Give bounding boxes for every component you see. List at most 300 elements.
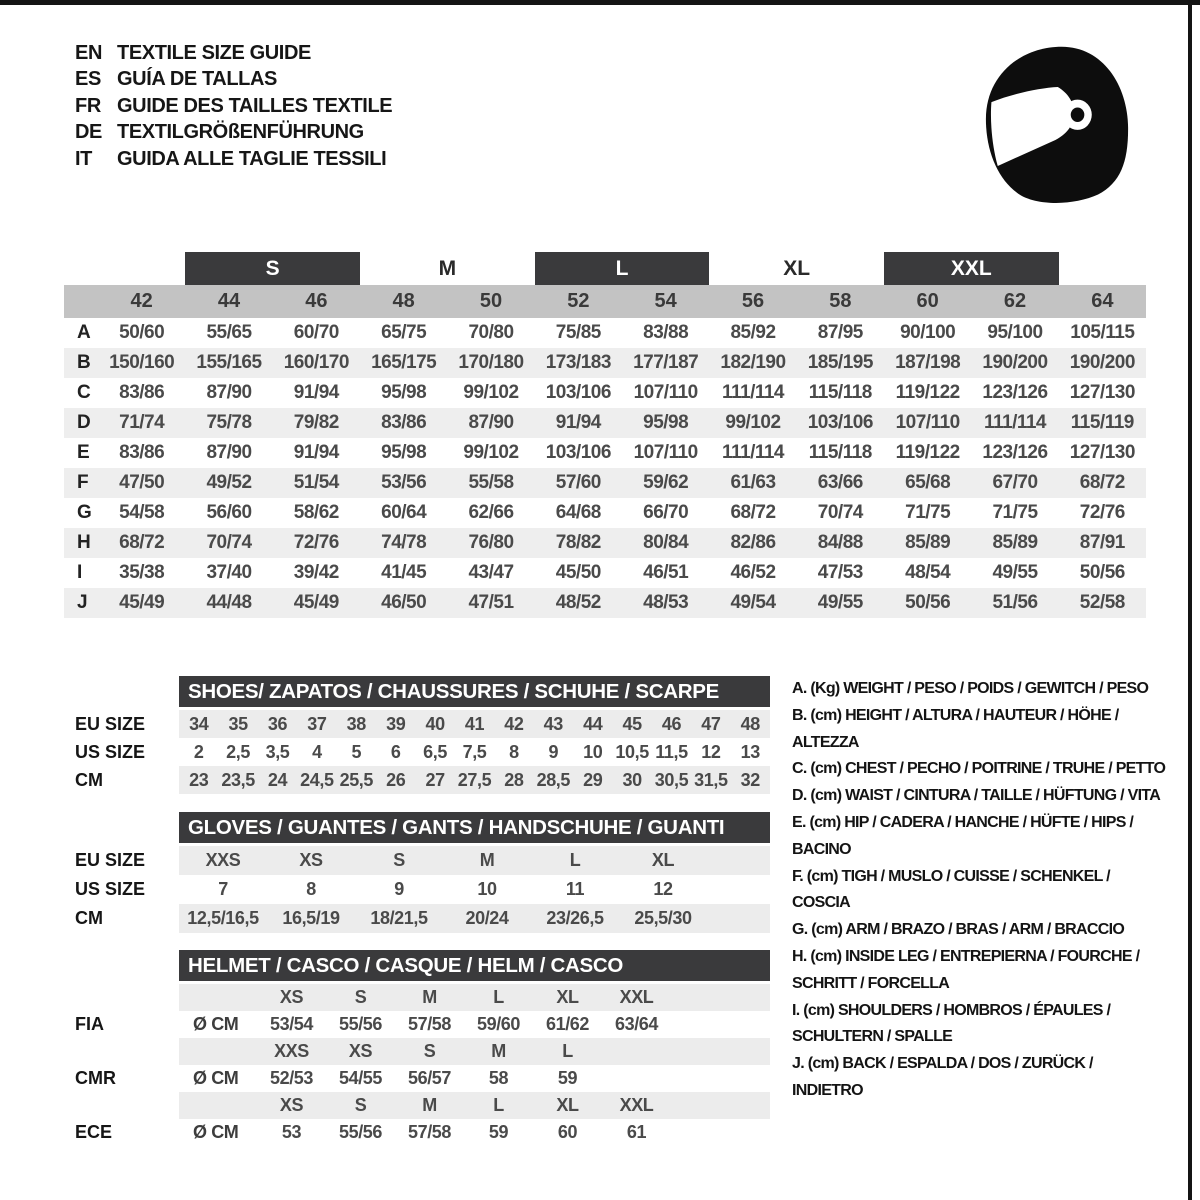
size-value: 23 bbox=[189, 769, 209, 790]
measurement-value: 74/78 bbox=[381, 532, 427, 553]
measurement-value: 53/56 bbox=[381, 472, 427, 493]
diameter-unit: Ø CM bbox=[193, 1068, 239, 1088]
row-label: J bbox=[77, 592, 88, 613]
measurement-value: 55/65 bbox=[206, 322, 252, 343]
measurement-value: 72/76 bbox=[1079, 502, 1125, 523]
measurement-value: 49/55 bbox=[817, 592, 863, 613]
helmet-value bbox=[602, 1065, 671, 1092]
size-value: 34 bbox=[189, 713, 209, 734]
measurement-value: 45/49 bbox=[293, 592, 339, 613]
numeric-size: 46 bbox=[305, 290, 328, 312]
size-value: 6,5 bbox=[423, 741, 447, 762]
size-value: 27,5 bbox=[457, 769, 492, 790]
size-value: 13 bbox=[740, 741, 760, 762]
row-label: US SIZE bbox=[75, 879, 146, 899]
gloves-row-us-size bbox=[64, 875, 770, 904]
numeric-size: 60 bbox=[916, 290, 939, 312]
legend-item: G. (cm) ARM / BRAZO / BRAS / ARM / BRACCIO bbox=[792, 921, 1125, 939]
measurement-value: 123/126 bbox=[982, 442, 1048, 463]
measurement-value: 43/47 bbox=[468, 562, 514, 583]
row-label: A bbox=[77, 322, 91, 343]
helmet-size-header-fia bbox=[64, 984, 770, 1011]
helmet-size: S bbox=[354, 987, 367, 1007]
measurement-row-i bbox=[64, 558, 1146, 588]
row-values bbox=[179, 846, 770, 875]
size-value: L bbox=[569, 850, 581, 870]
row-label: CM bbox=[75, 908, 103, 928]
measurement-value: 111/114 bbox=[721, 382, 785, 403]
numeric-size-spacer bbox=[64, 285, 98, 318]
measurement-row-e bbox=[64, 438, 1146, 468]
size-value: 27 bbox=[425, 769, 445, 790]
diameter-unit: Ø CM bbox=[193, 1014, 239, 1034]
row-label: F bbox=[77, 472, 89, 493]
helmet-value: 53 bbox=[281, 1122, 302, 1142]
helmet-size: L bbox=[562, 1041, 573, 1061]
standard-label: FIA bbox=[75, 1014, 104, 1034]
measurement-value: 185/195 bbox=[807, 352, 873, 373]
measurement-value: 83/86 bbox=[381, 412, 427, 433]
helmet-standard-ece bbox=[64, 1119, 770, 1146]
measurement-value: 50/56 bbox=[905, 592, 951, 613]
legend-item: J. (cm) BACK / ESPALDA / DOS / ZURÜCK / INDIETRO bbox=[792, 1055, 1093, 1099]
size-group-header-row bbox=[64, 252, 1146, 285]
size-value: 31,5 bbox=[694, 769, 728, 790]
unit-spacer bbox=[179, 1038, 257, 1065]
measurement-value: 49/54 bbox=[730, 592, 776, 613]
shoes-row-us-size bbox=[64, 738, 770, 766]
row-label: D bbox=[77, 412, 91, 433]
language-title: GUÍA DE TALLAS bbox=[117, 68, 277, 91]
measurement-value: 115/118 bbox=[808, 382, 872, 403]
helmet-size: XXS bbox=[274, 1041, 309, 1061]
measurement-value: 107/110 bbox=[633, 382, 698, 403]
measurement-value: 48/52 bbox=[555, 592, 601, 613]
helmet-value: 60 bbox=[557, 1122, 578, 1142]
measurement-value: 75/78 bbox=[206, 412, 252, 433]
measurement-value: 99/102 bbox=[725, 412, 781, 433]
measurement-value: 99/102 bbox=[463, 442, 519, 463]
language-code: ES bbox=[75, 68, 101, 91]
language-code: IT bbox=[75, 147, 92, 170]
measurement-value: 107/110 bbox=[633, 442, 698, 463]
numeric-size: 50 bbox=[479, 290, 503, 312]
measurement-value: 111/114 bbox=[721, 442, 785, 463]
gloves-section-title: GLOVES / GUANTES / GANTS / HANDSCHUHE / GUANTI bbox=[179, 812, 770, 843]
size-value: XL bbox=[651, 850, 675, 870]
measurement-value: 45/49 bbox=[119, 592, 165, 613]
measurement-value: 79/82 bbox=[293, 412, 339, 433]
measurement-value: 49/52 bbox=[206, 472, 252, 493]
size-value: 6 bbox=[390, 741, 401, 762]
shoes-size-section bbox=[64, 676, 770, 794]
size-value: 9 bbox=[548, 741, 559, 762]
row-values bbox=[179, 738, 770, 766]
measurement-value: 115/119 bbox=[1070, 412, 1134, 433]
size-value: 23/26,5 bbox=[546, 908, 604, 928]
row-label: B bbox=[77, 352, 91, 373]
measurement-value: 160/170 bbox=[283, 352, 349, 373]
helmet-size-header-cmr bbox=[64, 1038, 770, 1065]
measurement-value: 76/80 bbox=[468, 532, 514, 553]
measurement-value: 85/92 bbox=[730, 322, 776, 343]
measurement-value: 170/180 bbox=[458, 352, 524, 373]
measurement-value: 155/165 bbox=[196, 352, 262, 373]
helmet-rows bbox=[64, 984, 770, 1146]
measurement-row-a bbox=[64, 318, 1146, 348]
language-code: EN bbox=[75, 41, 102, 64]
measurement-value: 75/85 bbox=[555, 322, 601, 343]
row-values bbox=[179, 766, 770, 794]
measurement-value: 90/100 bbox=[900, 322, 956, 343]
measurement-value: 80/84 bbox=[643, 532, 689, 553]
measurement-row-g bbox=[64, 498, 1146, 528]
row-label: US SIZE bbox=[75, 741, 146, 762]
language-title: TEXTILGRÖßENFÜHRUNG bbox=[117, 121, 364, 144]
gloves-row-eu-size bbox=[64, 846, 770, 875]
size-value: 11,5 bbox=[655, 741, 688, 762]
helmet-size-section bbox=[64, 950, 770, 1146]
size-value: 4 bbox=[312, 741, 322, 762]
size-value: XS bbox=[299, 850, 323, 870]
size-value: 37 bbox=[307, 713, 327, 734]
helmet-size: S bbox=[354, 1095, 367, 1115]
size-value: 8 bbox=[509, 741, 519, 762]
apparel-size-table bbox=[64, 252, 1146, 618]
measurement-value: 127/130 bbox=[1069, 382, 1135, 403]
measurement-value: 83/88 bbox=[643, 322, 689, 343]
size-value: 16,5/19 bbox=[282, 908, 340, 928]
size-value: 40 bbox=[425, 713, 445, 734]
measurement-value: 105/115 bbox=[1070, 322, 1135, 343]
size-group-m: M bbox=[438, 256, 457, 280]
language-item-es bbox=[75, 67, 392, 94]
helmet-size: XS bbox=[279, 987, 304, 1007]
size-value: 28 bbox=[504, 769, 524, 790]
measurement-value: 91/94 bbox=[555, 412, 601, 433]
measurement-value: 95/98 bbox=[643, 412, 689, 433]
numeric-size: 56 bbox=[741, 290, 765, 312]
shoes-row-cm bbox=[64, 766, 770, 794]
helmet-icon bbox=[978, 40, 1136, 208]
size-value: 2 bbox=[193, 741, 204, 762]
gloves-rows bbox=[64, 846, 770, 933]
size-value: 44 bbox=[583, 713, 603, 734]
helmet-values bbox=[179, 1119, 770, 1146]
size-value: 12,5/16,5 bbox=[187, 908, 259, 928]
measurement-value: 59/62 bbox=[643, 472, 689, 493]
size-group-l: L bbox=[535, 252, 710, 285]
helmet-value: 59 bbox=[557, 1068, 578, 1088]
measurement-value: 84/88 bbox=[817, 532, 863, 553]
legend-item: A. (Kg) WEIGHT / PESO / POIDS / GEWITCH / PESO bbox=[792, 680, 1149, 697]
size-value: 20/24 bbox=[465, 908, 509, 928]
measurement-value: 47/53 bbox=[817, 562, 863, 583]
helmet-size: XL bbox=[556, 987, 579, 1007]
measurement-row-j bbox=[64, 588, 1146, 618]
size-value: 7,5 bbox=[462, 741, 487, 762]
row-label: E bbox=[77, 442, 90, 463]
measurement-value: 87/90 bbox=[468, 412, 514, 433]
measurement-value: 60/70 bbox=[293, 322, 339, 343]
helmet-size: L bbox=[493, 1095, 504, 1115]
measurement-value: 58/62 bbox=[293, 502, 339, 523]
measurement-value: 51/54 bbox=[293, 472, 339, 493]
size-value: 29 bbox=[583, 769, 603, 790]
size-value: 7 bbox=[218, 879, 228, 899]
size-value: 36 bbox=[267, 713, 288, 734]
diameter-unit: Ø CM bbox=[193, 1122, 239, 1142]
helmet-standard-cmr bbox=[64, 1065, 770, 1092]
helmet-size: XXL bbox=[619, 1095, 654, 1115]
measurement-value: 71/75 bbox=[905, 502, 951, 523]
measurement-value: 66/70 bbox=[643, 502, 689, 523]
row-label: H bbox=[77, 532, 91, 553]
measurement-value: 85/89 bbox=[905, 532, 951, 553]
numeric-size: 52 bbox=[567, 290, 590, 312]
legend-item: D. (cm) WAIST / CINTURA / TAILLE / HÜFTUNG / VITA bbox=[792, 787, 1161, 805]
numeric-size-header-row bbox=[64, 285, 1146, 318]
size-value: 3,5 bbox=[265, 741, 290, 762]
measurement-value: 103/106 bbox=[807, 412, 873, 433]
numeric-size: 58 bbox=[829, 290, 852, 312]
size-value: 35 bbox=[228, 713, 248, 734]
size-value: 10 bbox=[583, 741, 603, 762]
measurement-value: 85/89 bbox=[992, 532, 1038, 553]
numeric-size: 54 bbox=[654, 290, 677, 312]
helmet-value: 54/55 bbox=[338, 1068, 383, 1088]
measurement-value: 48/53 bbox=[643, 592, 689, 613]
measurement-value: 46/52 bbox=[730, 562, 776, 583]
measurement-value: 83/86 bbox=[119, 442, 165, 463]
size-value: 43 bbox=[543, 713, 563, 734]
helmet-standard-fia bbox=[64, 1011, 770, 1038]
helmet-size: XXL bbox=[619, 987, 654, 1007]
measurement-value: 41/45 bbox=[381, 562, 427, 583]
measurement-value: 56/60 bbox=[206, 502, 252, 523]
unit-spacer bbox=[179, 984, 257, 1011]
row-label: C bbox=[77, 382, 91, 403]
row-label-spacer bbox=[64, 984, 179, 1011]
helmet-value: 57/58 bbox=[407, 1014, 452, 1034]
helmet-size bbox=[602, 1038, 671, 1065]
size-value: 32 bbox=[740, 769, 760, 790]
measurement-value: 190/200 bbox=[982, 352, 1048, 373]
numeric-size: 62 bbox=[1003, 290, 1027, 312]
size-group-xl: XL bbox=[783, 256, 811, 280]
legend-item: I. (cm) SHOULDERS / HOMBROS / ÉPAULES / SCHULTERN / SPALLE bbox=[792, 1001, 1111, 1046]
measurement-value: 68/72 bbox=[1079, 472, 1125, 493]
measurement-value: 52/58 bbox=[1079, 592, 1125, 613]
language-title: GUIDA ALLE TAGLIE TESSILI bbox=[117, 147, 387, 170]
measurement-value: 50/56 bbox=[1079, 562, 1125, 583]
size-value: M bbox=[479, 850, 495, 870]
measurement-value: 54/58 bbox=[119, 502, 165, 523]
gloves-row-cm bbox=[64, 904, 770, 933]
size-value: 26 bbox=[386, 769, 406, 790]
helmet-sizes bbox=[179, 1092, 770, 1119]
row-values bbox=[179, 875, 770, 904]
size-value: 45 bbox=[622, 713, 642, 734]
helmet-size: XS bbox=[348, 1041, 373, 1061]
measurement-value: 91/94 bbox=[293, 382, 339, 403]
helmet-value: 59 bbox=[488, 1122, 509, 1142]
measurement-value: 47/51 bbox=[468, 592, 514, 613]
standard-label: ECE bbox=[75, 1122, 113, 1142]
row-label: EU SIZE bbox=[75, 713, 146, 734]
numeric-size: 48 bbox=[392, 290, 415, 312]
measurement-value: 71/75 bbox=[992, 502, 1038, 523]
helmet-size: M bbox=[422, 987, 437, 1007]
size-value: S bbox=[393, 850, 405, 870]
measurement-value: 49/55 bbox=[992, 562, 1038, 583]
page-border-top bbox=[0, 0, 1200, 5]
helmet-value: 55/56 bbox=[338, 1122, 383, 1142]
helmet-value: 59/60 bbox=[476, 1014, 521, 1034]
row-label-spacer bbox=[64, 1092, 179, 1119]
helmet-size: L bbox=[493, 987, 504, 1007]
measurement-value: 82/86 bbox=[730, 532, 776, 553]
measurement-value: 78/82 bbox=[555, 532, 601, 553]
measurement-value: 67/70 bbox=[992, 472, 1038, 493]
row-values bbox=[179, 710, 770, 738]
numeric-size: 64 bbox=[1091, 290, 1114, 312]
helmet-values bbox=[179, 1065, 770, 1092]
size-value: 9 bbox=[394, 879, 404, 899]
numeric-size: 42 bbox=[130, 290, 153, 312]
helmet-values bbox=[179, 1011, 770, 1038]
measurement-value: 190/200 bbox=[1069, 352, 1135, 373]
measurement-value: 65/68 bbox=[905, 472, 951, 493]
measurement-value: 50/60 bbox=[119, 322, 165, 343]
measurement-value: 70/80 bbox=[468, 322, 514, 343]
measurement-value: 87/90 bbox=[206, 442, 252, 463]
legend-item: H. (cm) INSIDE LEG / ENTREPIERNA / FOURCHE / SCHRITT / FORCELLA bbox=[792, 947, 1140, 992]
measurement-value: 182/190 bbox=[720, 352, 786, 373]
measurement-value: 103/106 bbox=[545, 442, 611, 463]
size-value: 23,5 bbox=[221, 769, 255, 790]
gloves-size-section bbox=[64, 812, 770, 933]
measurement-value: 87/90 bbox=[206, 382, 252, 403]
helmet-size: M bbox=[422, 1095, 437, 1115]
measurement-value: 71/74 bbox=[119, 412, 165, 433]
measurement-row-b bbox=[64, 348, 1146, 378]
measurement-row-c bbox=[64, 378, 1146, 408]
row-label: EU SIZE bbox=[75, 850, 146, 870]
measurement-value: 165/175 bbox=[371, 352, 437, 373]
measurement-value: 35/38 bbox=[119, 562, 165, 583]
numeric-size: 44 bbox=[217, 290, 241, 312]
measurement-row-f bbox=[64, 468, 1146, 498]
measurement-value: 63/66 bbox=[817, 472, 863, 493]
size-value: 30,5 bbox=[654, 769, 689, 790]
size-value: 18/21,5 bbox=[370, 908, 428, 928]
measurement-value: 87/91 bbox=[1079, 532, 1125, 553]
helmet-value: 53/54 bbox=[269, 1014, 314, 1034]
helmet-value: 63/64 bbox=[614, 1014, 659, 1034]
shoes-row-eu-size bbox=[64, 710, 770, 738]
helmet-value: 61 bbox=[626, 1122, 647, 1142]
helmet-value: 57/58 bbox=[407, 1122, 452, 1142]
size-value: 8 bbox=[306, 879, 316, 899]
measurement-value: 177/187 bbox=[633, 352, 699, 373]
measurement-value: 61/63 bbox=[730, 472, 776, 493]
size-value: 11 bbox=[565, 879, 585, 899]
measurement-value: 103/106 bbox=[545, 382, 611, 403]
shoes-rows bbox=[64, 710, 770, 794]
helmet-size: M bbox=[491, 1041, 506, 1061]
row-label-spacer bbox=[64, 1038, 179, 1065]
measurement-value: 37/40 bbox=[206, 562, 252, 583]
measurement-value: 72/76 bbox=[293, 532, 339, 553]
measurement-value: 107/110 bbox=[895, 412, 960, 433]
size-group-xxl: XXL bbox=[884, 252, 1059, 285]
measurement-value: 55/58 bbox=[468, 472, 514, 493]
helmet-value: 58 bbox=[488, 1068, 509, 1088]
legend-item: E. (cm) HIP / CADERA / HANCHE / HÜFTE / HIPS / BACINO bbox=[792, 813, 1134, 858]
row-label: CM bbox=[75, 769, 103, 790]
measurement-value: 70/74 bbox=[206, 532, 252, 553]
measurement-value: 119/122 bbox=[895, 442, 960, 463]
language-item-it bbox=[75, 146, 392, 173]
page-border-right bbox=[1188, 0, 1192, 1200]
size-value: 10 bbox=[477, 879, 497, 899]
standard-label: CMR bbox=[75, 1068, 116, 1088]
measurement-value: 46/50 bbox=[381, 592, 427, 613]
measurement-value: 91/94 bbox=[293, 442, 339, 463]
unit-spacer bbox=[179, 1092, 257, 1119]
language-item-fr bbox=[75, 93, 392, 120]
size-group-s: S bbox=[185, 252, 360, 285]
size-value: 10,5 bbox=[615, 741, 649, 762]
helmet-size: XL bbox=[556, 1095, 579, 1115]
size-value: 47 bbox=[701, 713, 721, 734]
measurement-value: 87/95 bbox=[817, 322, 863, 343]
size-value: 12 bbox=[653, 879, 673, 899]
measurement-value: 99/102 bbox=[463, 382, 519, 403]
language-item-de bbox=[75, 120, 392, 147]
measurement-value: 48/54 bbox=[905, 562, 951, 583]
measurement-value: 60/64 bbox=[381, 502, 427, 523]
measurement-row-d bbox=[64, 408, 1146, 438]
helmet-section-title: HELMET / CASCO / CASQUE / HELM / CASCO bbox=[179, 950, 770, 981]
measurement-value: 95/100 bbox=[987, 322, 1043, 343]
measurement-value: 150/160 bbox=[109, 352, 175, 373]
size-value: XXS bbox=[205, 850, 241, 870]
measurement-value: 95/98 bbox=[381, 382, 427, 403]
row-label: G bbox=[77, 502, 92, 523]
size-value: 25,5/30 bbox=[634, 908, 692, 928]
measurement-value: 83/86 bbox=[119, 382, 165, 403]
legend-item: B. (cm) HEIGHT / ALTURA / HAUTEUR / HÖHE / ALTEZZA bbox=[792, 706, 1119, 751]
measurement-value: 70/74 bbox=[817, 502, 863, 523]
size-value: 24 bbox=[267, 769, 288, 790]
language-code: FR bbox=[75, 94, 101, 117]
measurement-value: 62/66 bbox=[468, 502, 514, 523]
helmet-value: 55/56 bbox=[338, 1014, 383, 1034]
measurement-value: 173/183 bbox=[545, 352, 611, 373]
measurement-value: 51/56 bbox=[992, 592, 1038, 613]
size-value: 42 bbox=[504, 713, 524, 734]
size-value: 5 bbox=[351, 741, 362, 762]
language-title: TEXTILE SIZE GUIDE bbox=[117, 41, 311, 64]
measurement-value: 47/50 bbox=[119, 472, 165, 493]
measurement-value: 187/198 bbox=[895, 352, 961, 373]
measurement-value: 39/42 bbox=[293, 562, 339, 583]
measurement-value: 65/75 bbox=[381, 322, 427, 343]
measurement-value: 68/72 bbox=[730, 502, 776, 523]
size-value: 12 bbox=[701, 741, 721, 762]
